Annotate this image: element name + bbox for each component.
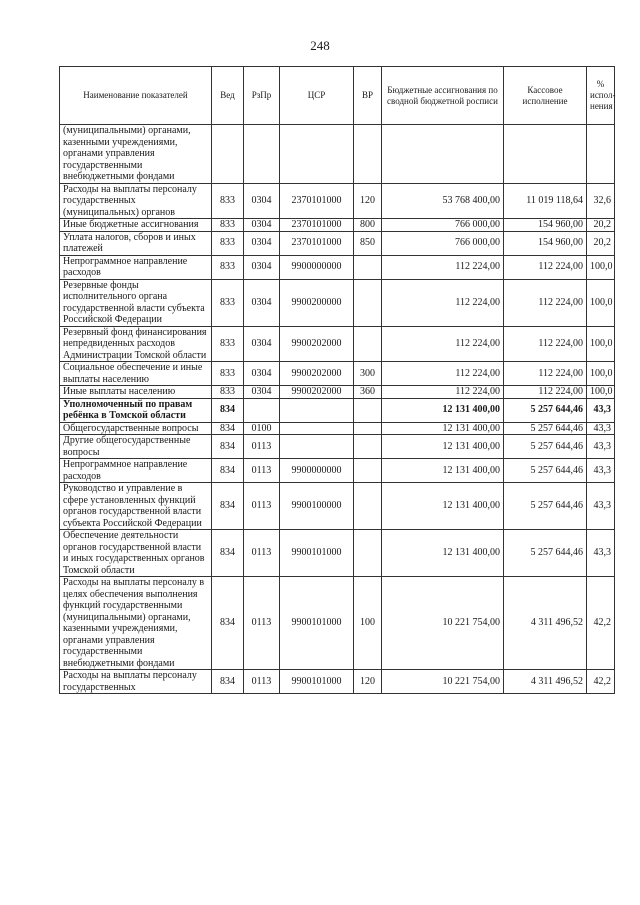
cell-pct: 42,2 — [587, 670, 615, 694]
cell-vr: 850 — [354, 231, 382, 255]
cell-rzpr: 0304 — [244, 255, 280, 279]
cell-csr: 9900101000 — [280, 577, 354, 670]
table-body — [60, 125, 615, 694]
table-header-row — [60, 67, 615, 125]
cell-pct: 43,3 — [587, 530, 615, 577]
cell-csr: 9900200000 — [280, 279, 354, 326]
cell-ved: 833 — [212, 326, 244, 362]
cell-budget: 112 224,00 — [382, 326, 504, 362]
cell-cash — [504, 125, 587, 184]
cell-rzpr: 0304 — [244, 326, 280, 362]
cell-csr: 2370101000 — [280, 183, 354, 219]
cell-pct: 100,0 — [587, 279, 615, 326]
cell-ved: 833 — [212, 231, 244, 255]
cell-rzpr: 0100 — [244, 422, 280, 435]
cell-budget: 112 224,00 — [382, 255, 504, 279]
table-row — [60, 326, 615, 362]
cell-rzpr: 0304 — [244, 183, 280, 219]
cell-ved: 833 — [212, 362, 244, 386]
table-row — [60, 459, 615, 483]
cell-name: Уплата налогов, сборов и иных платежей — [60, 231, 212, 255]
table-row — [60, 422, 615, 435]
cell-vr — [354, 398, 382, 422]
cell-rzpr: 0304 — [244, 279, 280, 326]
budget-execution-table — [59, 66, 615, 694]
cell-cash: 112 224,00 — [504, 279, 587, 326]
cell-ved: 834 — [212, 459, 244, 483]
cell-pct: 32,6 — [587, 183, 615, 219]
cell-csr: 9900000000 — [280, 459, 354, 483]
header-budget: Бюджетные ассигнования по сводной бюджетной росписи — [382, 67, 504, 125]
cell-vr: 360 — [354, 386, 382, 399]
cell-cash: 5 257 644,46 — [504, 459, 587, 483]
cell-cash: 4 311 496,52 — [504, 577, 587, 670]
cell-pct: 100,0 — [587, 326, 615, 362]
table-row — [60, 125, 615, 184]
table-row — [60, 670, 615, 694]
cell-name: Другие общегосударственные вопросы — [60, 435, 212, 459]
cell-cash: 11 019 118,64 — [504, 183, 587, 219]
cell-name: (муниципальными) органами, казенными учреждениями, органами управления государственными внебюджетными фондами — [60, 125, 212, 184]
cell-cash: 5 257 644,46 — [504, 398, 587, 422]
cell-cash: 5 257 644,46 — [504, 422, 587, 435]
cell-ved: 833 — [212, 255, 244, 279]
cell-name: Социальное обеспечение и иные выплаты населению — [60, 362, 212, 386]
cell-name: Резервный фонд финансирования непредвиденных расходов Администрации Томской области — [60, 326, 212, 362]
table-row — [60, 183, 615, 219]
cell-name: Руководство и управление в сфере установленных функций органов государственной власти субъекта Российской Федерации — [60, 483, 212, 530]
table-row — [60, 386, 615, 399]
cell-name: Расходы на выплаты персоналу в целях обеспечения выполнения функций государственными (муниципальными) органами, казенными учреждениями, органами управления государственными внебюджетными фондами — [60, 577, 212, 670]
cell-pct: 43,3 — [587, 483, 615, 530]
cell-csr: 9900202000 — [280, 326, 354, 362]
cell-cash: 112 224,00 — [504, 326, 587, 362]
cell-cash: 112 224,00 — [504, 255, 587, 279]
cell-ved: 834 — [212, 398, 244, 422]
cell-name: Уполномоченный по правам ребёнка в Томской области — [60, 398, 212, 422]
cell-pct — [587, 125, 615, 184]
cell-budget — [382, 125, 504, 184]
cell-budget: 766 000,00 — [382, 231, 504, 255]
cell-rzpr — [244, 398, 280, 422]
cell-ved: 834 — [212, 670, 244, 694]
cell-vr — [354, 326, 382, 362]
cell-rzpr — [244, 125, 280, 184]
header-cash: Кассовое исполнение — [504, 67, 587, 125]
cell-vr: 100 — [354, 577, 382, 670]
cell-rzpr: 0304 — [244, 231, 280, 255]
cell-ved: 834 — [212, 530, 244, 577]
table-row — [60, 577, 615, 670]
cell-pct: 20,2 — [587, 231, 615, 255]
cell-budget: 12 131 400,00 — [382, 398, 504, 422]
cell-vr: 120 — [354, 183, 382, 219]
cell-vr — [354, 125, 382, 184]
cell-rzpr: 0113 — [244, 483, 280, 530]
cell-ved: 834 — [212, 483, 244, 530]
cell-csr — [280, 125, 354, 184]
header-name: Наименование показателей — [60, 67, 212, 125]
cell-vr — [354, 530, 382, 577]
cell-ved: 833 — [212, 386, 244, 399]
cell-pct: 100,0 — [587, 386, 615, 399]
header-pct: % испол-нения — [587, 67, 615, 125]
cell-budget: 12 131 400,00 — [382, 483, 504, 530]
cell-budget: 766 000,00 — [382, 219, 504, 232]
cell-csr: 9900101000 — [280, 530, 354, 577]
cell-ved: 833 — [212, 219, 244, 232]
cell-cash: 154 960,00 — [504, 219, 587, 232]
cell-csr: 9900202000 — [280, 362, 354, 386]
cell-rzpr: 0304 — [244, 386, 280, 399]
table-row — [60, 483, 615, 530]
cell-budget: 112 224,00 — [382, 279, 504, 326]
cell-budget: 112 224,00 — [382, 362, 504, 386]
cell-rzpr: 0113 — [244, 435, 280, 459]
header-ved: Вед — [212, 67, 244, 125]
table-row — [60, 435, 615, 459]
cell-pct: 100,0 — [587, 362, 615, 386]
cell-name: Обеспечение деятельности органов государственной власти и иных государственных органов Томской области — [60, 530, 212, 577]
cell-ved: 833 — [212, 279, 244, 326]
cell-cash: 5 257 644,46 — [504, 530, 587, 577]
table-row — [60, 255, 615, 279]
cell-name: Расходы на выплаты персоналу государственных (муниципальных) органов — [60, 183, 212, 219]
cell-budget: 10 221 754,00 — [382, 577, 504, 670]
cell-vr — [354, 255, 382, 279]
cell-name: Непрограммное направление расходов — [60, 255, 212, 279]
cell-vr: 800 — [354, 219, 382, 232]
table-row — [60, 279, 615, 326]
cell-vr: 300 — [354, 362, 382, 386]
cell-ved — [212, 125, 244, 184]
cell-vr — [354, 279, 382, 326]
cell-rzpr: 0304 — [244, 362, 280, 386]
cell-budget: 12 131 400,00 — [382, 435, 504, 459]
cell-csr — [280, 435, 354, 459]
cell-rzpr: 0113 — [244, 577, 280, 670]
cell-csr: 9900100000 — [280, 483, 354, 530]
cell-name: Иные бюджетные ассигнования — [60, 219, 212, 232]
cell-cash: 4 311 496,52 — [504, 670, 587, 694]
cell-ved: 834 — [212, 435, 244, 459]
cell-budget: 12 131 400,00 — [382, 422, 504, 435]
cell-csr — [280, 422, 354, 435]
page-number: 248 — [310, 38, 330, 53]
table-row — [60, 231, 615, 255]
cell-csr: 9900202000 — [280, 386, 354, 399]
cell-cash: 5 257 644,46 — [504, 435, 587, 459]
cell-rzpr: 0304 — [244, 219, 280, 232]
cell-name: Резервные фонды исполнительного органа государственной власти субъекта Российской Федерации — [60, 279, 212, 326]
cell-pct: 20,2 — [587, 219, 615, 232]
cell-name: Общегосударственные вопросы — [60, 422, 212, 435]
table-row — [60, 362, 615, 386]
cell-budget: 10 221 754,00 — [382, 670, 504, 694]
cell-name: Непрограммное направление расходов — [60, 459, 212, 483]
cell-ved: 834 — [212, 422, 244, 435]
header-vr: ВР — [354, 67, 382, 125]
cell-budget: 53 768 400,00 — [382, 183, 504, 219]
cell-cash: 112 224,00 — [504, 362, 587, 386]
cell-vr — [354, 483, 382, 530]
cell-pct: 43,3 — [587, 435, 615, 459]
cell-csr: 2370101000 — [280, 231, 354, 255]
header-rzpr: РзПр — [244, 67, 280, 125]
cell-pct: 100,0 — [587, 255, 615, 279]
cell-name: Иные выплаты населению — [60, 386, 212, 399]
cell-name: Расходы на выплаты персоналу государственных — [60, 670, 212, 694]
table-row — [60, 219, 615, 232]
cell-rzpr: 0113 — [244, 459, 280, 483]
cell-csr: 2370101000 — [280, 219, 354, 232]
cell-pct: 43,3 — [587, 459, 615, 483]
cell-budget: 112 224,00 — [382, 386, 504, 399]
cell-cash: 5 257 644,46 — [504, 483, 587, 530]
cell-csr: 9900000000 — [280, 255, 354, 279]
cell-cash: 112 224,00 — [504, 386, 587, 399]
cell-ved: 833 — [212, 183, 244, 219]
cell-budget: 12 131 400,00 — [382, 530, 504, 577]
cell-vr — [354, 422, 382, 435]
cell-csr: 9900101000 — [280, 670, 354, 694]
cell-budget: 12 131 400,00 — [382, 459, 504, 483]
header-csr: ЦСР — [280, 67, 354, 125]
cell-rzpr: 0113 — [244, 670, 280, 694]
cell-csr — [280, 398, 354, 422]
cell-rzpr: 0113 — [244, 530, 280, 577]
table-row — [60, 530, 615, 577]
cell-pct: 42,2 — [587, 577, 615, 670]
cell-ved: 834 — [212, 577, 244, 670]
cell-vr — [354, 459, 382, 483]
cell-vr: 120 — [354, 670, 382, 694]
cell-pct: 43,3 — [587, 398, 615, 422]
cell-vr — [354, 435, 382, 459]
table-row-section-total — [60, 398, 615, 422]
cell-pct: 43,3 — [587, 422, 615, 435]
cell-cash: 154 960,00 — [504, 231, 587, 255]
